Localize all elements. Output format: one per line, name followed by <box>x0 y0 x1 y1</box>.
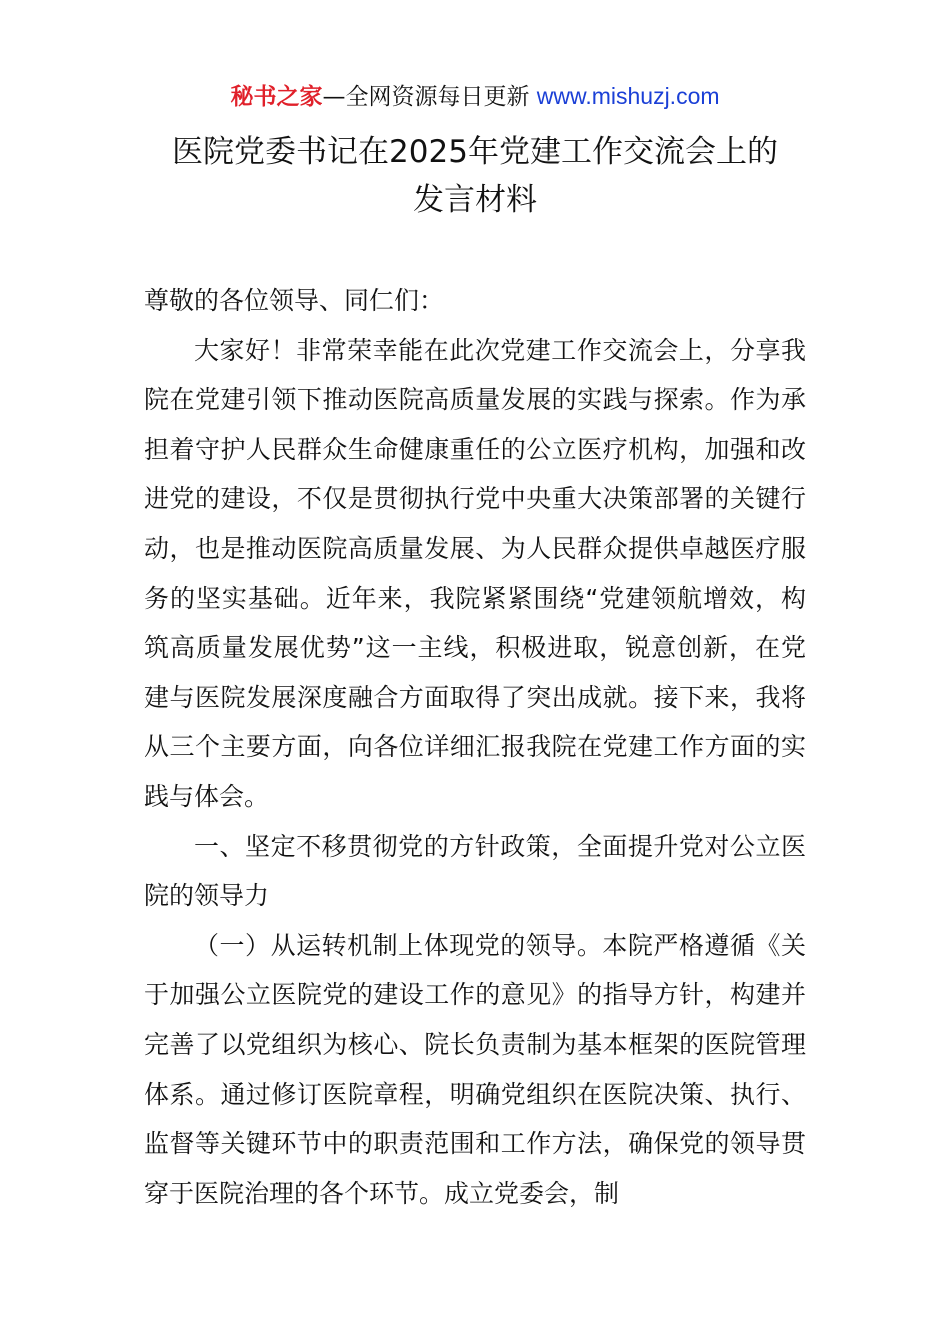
brand-name: 秘书之家 <box>230 84 323 110</box>
section-heading-1: 一、坚定不移贯彻党的方针政策，全面提升党对公立医院的领导力 <box>144 831 806 911</box>
paragraph-operating-mechanism: （一）从运转机制上体现党的领导。本院严格遵循《关于加强公立医院党的建设工作的意见》的指导方针，构建并完善了以党组织为核心、院长负责制为基本框架的医院管理体系。通过修订医院章程，明确党组织在医院决策、执行、监督等关键环节中的职责范围和工作方法，确保党的领导贯穿于医院治理的各个环节。成立党委会，制 <box>144 930 806 1208</box>
title-line-1: 医院党委书记在2025年党建工作交流会上的 <box>172 134 778 170</box>
site-slogan: —全网资源每日更新 <box>322 84 530 110</box>
document-title <box>0 128 950 224</box>
site-banner <box>0 80 950 113</box>
paragraph-intro: 大家好！非常荣幸能在此次党建工作交流会上，分享我院在党建引领下推动医院高质量发展的实践与探索。作为承担着守护人民群众生命健康重任的公立医疗机构，加强和改进党的建设，不仅是贯彻执行党中央重大决策部署的关键行动，也是推动医院高质量发展、为人民群众提供卓越医疗服务的坚实基础。近年来，我院紧紧围绕“党建领航增效，构筑高质量发展优势”这一主线，积极进取，锐意创新，在党建与医院发展深度融合方面取得了突出成就。接下来，我将从三个主要方面，向各位详细汇报我院在党建工作方面的实践与体会。 <box>144 335 806 811</box>
title-line-2: 发言材料 <box>413 182 537 218</box>
site-url-link[interactable]: www.mishuzj.com <box>536 83 720 109</box>
salutation: 尊敬的各位领导、同仁们： <box>144 286 445 315</box>
document-body <box>144 276 806 1218</box>
